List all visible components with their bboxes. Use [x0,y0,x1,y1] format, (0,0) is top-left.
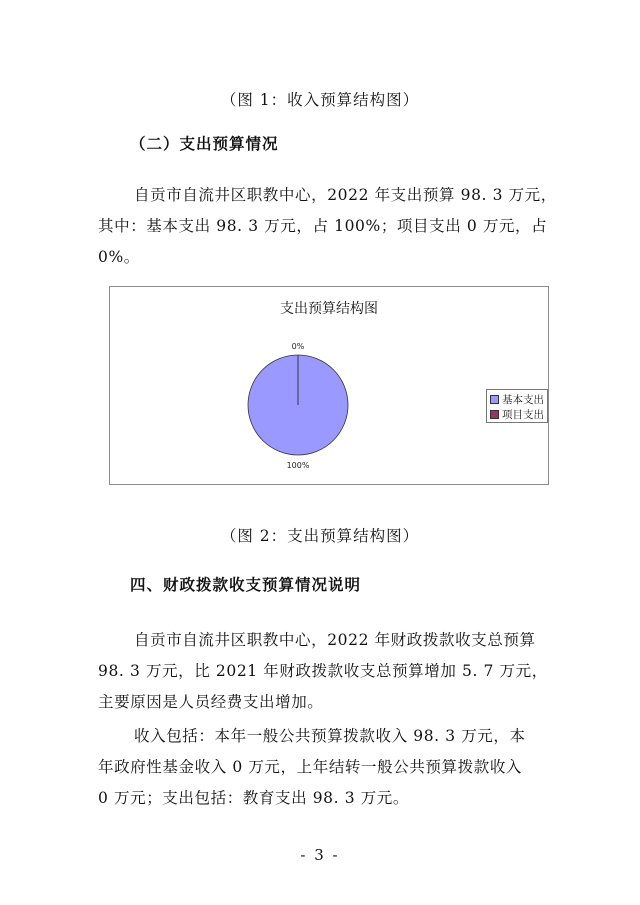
chart-legend [486,389,548,423]
legend-item-basic [490,392,547,407]
pie-svg [110,287,548,484]
data-label-basic: 100% [286,461,310,470]
legend-swatch-project [490,410,499,419]
legend-label-basic: 基本支出 [502,394,544,406]
figure1-caption: （图 1：收入预算结构图） [220,91,420,109]
income-line-1: 收入包括：本年一般公共预算拨款收入 98. 3 万元，本 [134,727,526,745]
data-label-project: 0% [291,342,305,351]
expenditure-line-2: 其中：基本支出 98. 3 万元，占 100%；项目支出 0 万元，占 [98,217,548,235]
page-number: - 3 - [300,846,340,864]
legend-item-project [490,407,547,422]
income-line-2: 年政府性基金收入 0 万元，上年结转一般公共预算拨款收入 [98,758,523,776]
fiscal-line-1: 自贡市自流井区职教中心，2022 年财政拨款收支总预算 [134,631,536,649]
legend-swatch-basic [490,395,499,404]
chart-title: 支出预算结构图 [280,301,378,317]
expenditure-line-3: 0%。 [98,248,140,266]
section-four-heading: 四、财政拨款收支预算情况说明 [130,576,362,594]
fiscal-line-2: 98. 3 万元，比 2021 年财政拨款收支总预算增加 5. 7 万元， [98,662,548,680]
expenditure-pie-chart [109,286,549,485]
legend-label-project: 项目支出 [502,409,544,421]
section-two-heading: （二）支出预算情况 [130,135,279,153]
income-line-3: 0 万元；支出包括：教育支出 98. 3 万元。 [98,789,409,807]
fiscal-line-3: 主要原因是人员经费支出增加。 [98,693,324,711]
expenditure-line-1: 自贡市自流井区职教中心，2022 年支出预算 98. 3 万元， [134,186,557,204]
figure2-caption: （图 2：支出预算结构图） [220,527,420,545]
